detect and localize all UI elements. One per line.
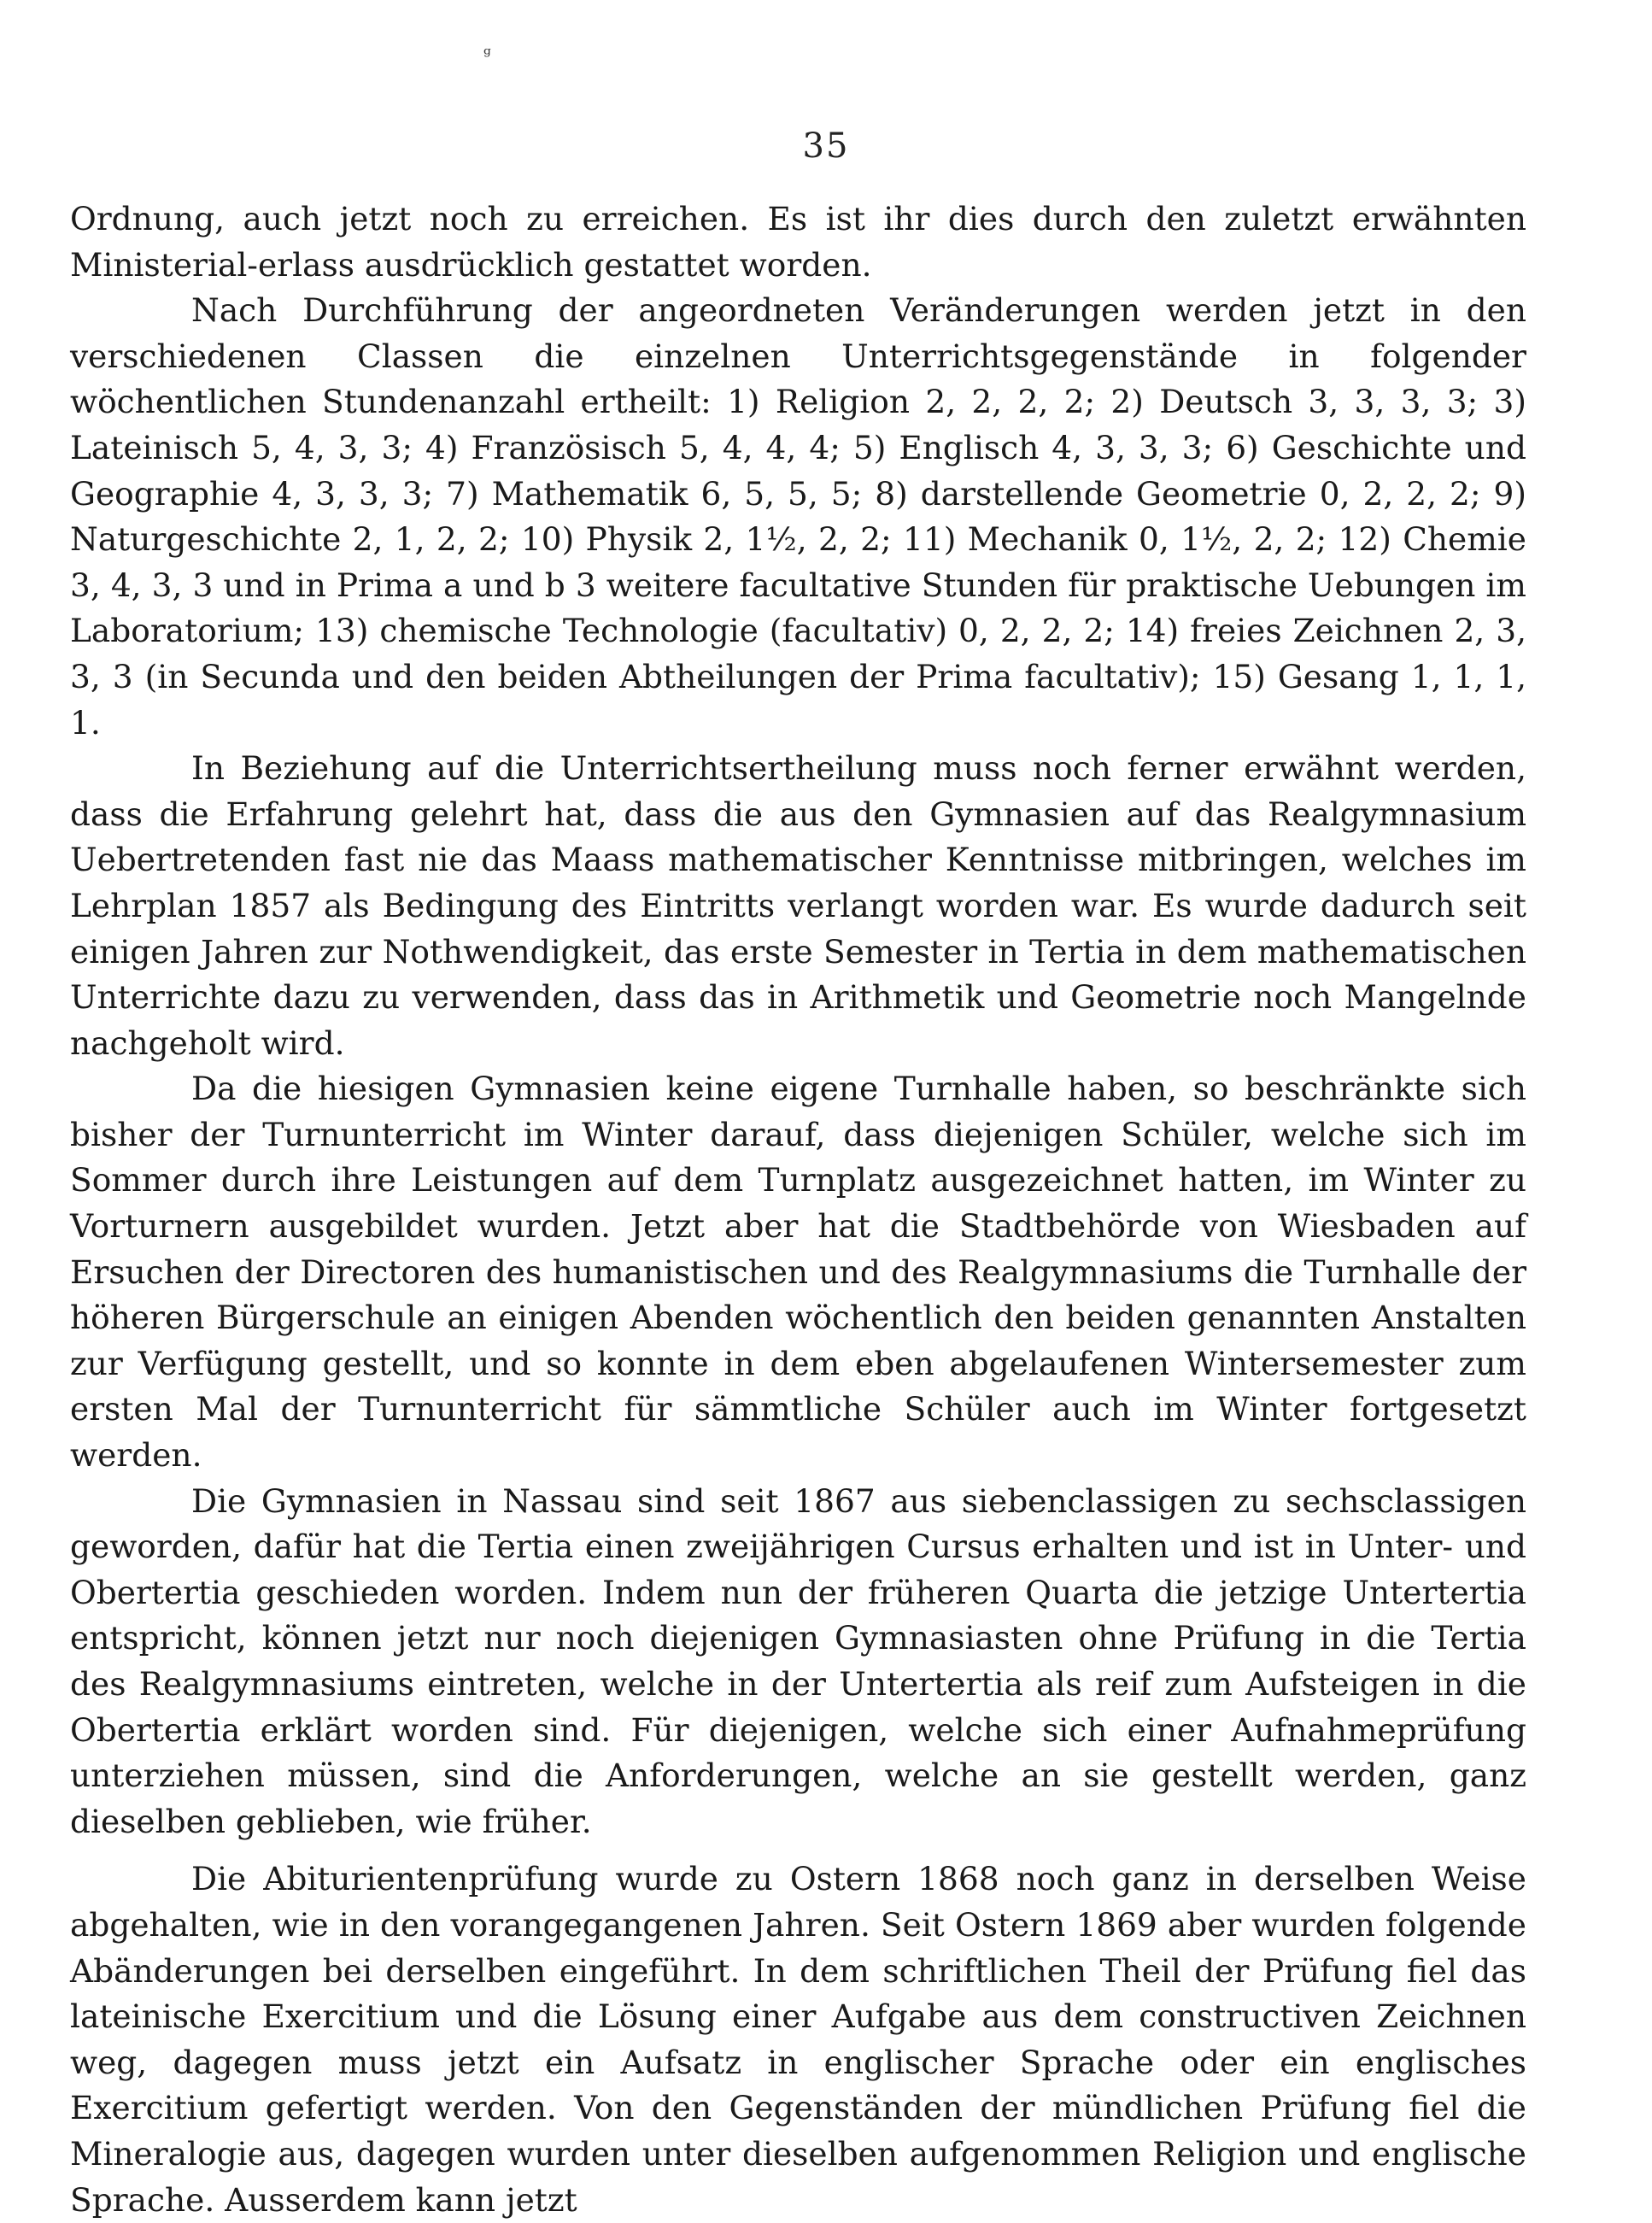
paragraph-continuation: Ordnung, auch jetzt noch zu erreichen. Es ist ihr dies durch den zuletzt erwähnten Ministerial-erlass ausdrücklich gestattet worden. [70, 200, 1526, 284]
stray-mark: ᵍ [483, 44, 491, 66]
body-text [70, 196, 1526, 2223]
paragraph-gymnastics: Da die hiesigen Gymnasien keine eigene Turnhalle haben, so beschränkte sich bisher der Turnunterricht im Winter darauf, dass diejenigen Schüler, welche sich im Sommer durch ihre Leistungen auf dem Turnplatz ausgezeichnet hatten, im Winter zu Vorturnern ausgebildet wurden. Jetzt aber hat die Stadtbehörde von Wiesbaden auf Ersuchen der Directoren des humanistischen und des Realgymnasiums die Turnhalle der höheren Bürgerschule an einigen Abenden wöchentlich den beiden genannten Anstalten zur Verfügung gestellt, und so konnte in dem eben abgelaufenen Wintersemester zum ersten Mal der Turnunterricht für sämmtliche Schüler auch im Winter fortgesetzt werden. [70, 1070, 1526, 1475]
paragraph-subject-hours: Nach Durchführung der angeordneten Veränderungen werden jetzt in den verschiedenen Classen die einzelnen Unterrichtsgegenstände in folgender wöchentlichen Stundenanzahl ertheilt: 1) Religion 2, 2, 2, 2; 2) Deutsch 3, 3, 3, 3; 3) Lateinisch 5, 4, 3, 3; 4) Französisch 5, 4, 4, 4; 5) Englisch 4, 3, 3, 3; 6) Geschichte und Geographie 4, 3, 3, 3; 7) Mathematik 6, 5, 5, 5; 8) darstellende Geometrie 0, 2, 2, 2; 9) Naturgeschichte 2, 1, 2, 2; 10) Physik 2, 1½, 2, 2; 11) Mechanik 0, 1½, 2, 2; 12) Chemie 3, 4, 3, 3 und in Prima a und b 3 weitere facultative Stunden für praktische Uebungen im Laboratorium; 13) chemische Technologie (facultativ) 0, 2, 2, 2; 14) freies Zeichnen 2, 3, 3, 3 (in Secunda und den beiden Abtheilungen der Prima facultativ); 15) Gesang 1, 1, 1, 1. [70, 291, 1526, 742]
paragraph-instruction: In Beziehung auf die Unterrichtsertheilung muss noch ferner erwähnt werden, dass die Erfahrung gelehrt hat, dass die aus den Gymnasien auf das Realgymnasium Uebertretenden fast nie das Maass mathematischer Kenntnisse mitbringen, welches im Lehrplan 1857 als Bedingung des Eintritts verlangt worden war. Es wurde dadurch seit einigen Jahren zur Nothwendigkeit, das erste Semester in Tertia in dem mathematischen Unterrichte dazu zu verwenden, dass das in Arithmetik und Geometrie noch Mangelnde nachgeholt wird. [70, 749, 1526, 1062]
page-number: 35 [802, 126, 850, 166]
paragraph-abitur: Die Abiturientenprüfung wurde zu Ostern 1868 noch ganz in derselben Weise abgehalten, wie in den vorangegangenen Jahren. Seit Ostern 1869 aber wurden folgende Abänderungen bei derselben eingeführt. In dem schriftlichen Theil der Prüfung fiel das lateinische Exercitium und die Lösung einer Aufgabe aus dem constructiven Zeichnen weg, dagegen muss jetzt ein Aufsatz in englischer Sprache oder ein englisches Exercitium gefertigt werden. Von den Gegenständen der mündlichen Prüfung fiel die Mineralogie aus, dagegen wurden unter dieselben aufgenommen Religion und englische Sprache. Ausserdem kann jetzt [70, 1860, 1526, 2219]
paragraph-gymnasien: Die Gymnasien in Nassau sind seit 1867 aus siebenclassigen zu sechsclassigen geworden, dafür hat die Tertia einen zweijährigen Cursus erhalten und ist in Unter- und Obertertia geschieden worden. Indem nun der früheren Quarta die jetzige Untertertia entspricht, können jetzt nur noch diejenigen Gymnasiasten ohne Prüfung in die Tertia des Realgymnasiums eintreten, welche in der Untertertia als reif zum Aufsteigen in die Obertertia erklärt worden sind. Für diejenigen, welche sich einer Aufnahmeprüfung unterziehen müssen, sind die Anforderungen, welche an sie gestellt werden, ganz dieselben geblieben, wie früher. [70, 1481, 1526, 1840]
